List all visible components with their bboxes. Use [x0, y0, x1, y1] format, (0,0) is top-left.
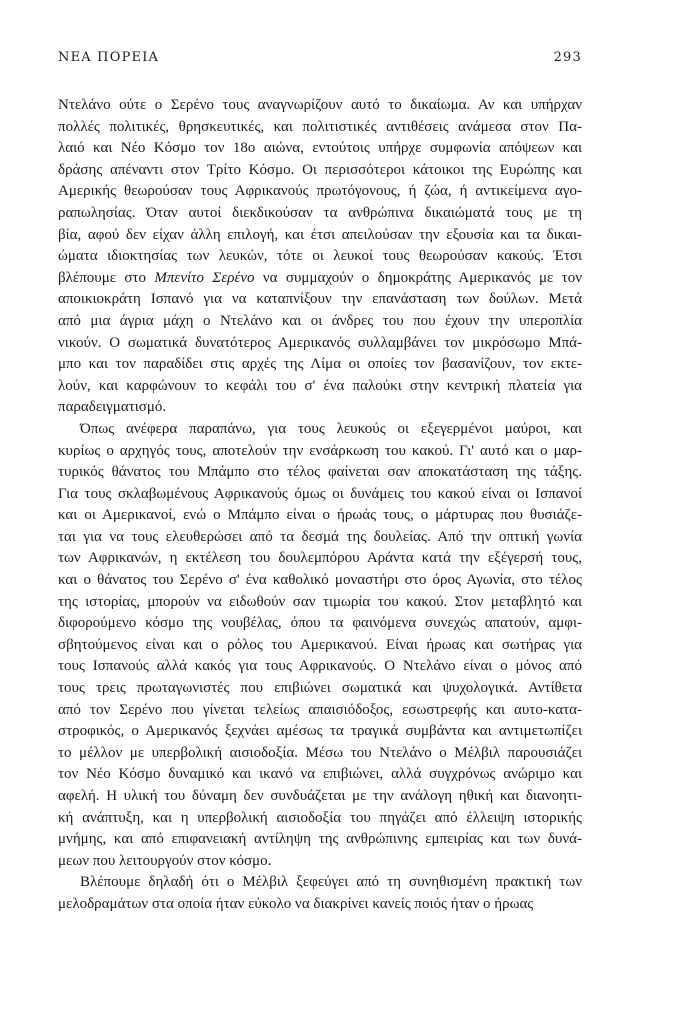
text-line: από μια άγρια μάχη ο Ντελάνο και οι άνδρες του που έχουν την υπεροπλία: [58, 312, 582, 329]
italic-title: Μπενίτο Σερένο: [154, 269, 255, 286]
text-line: της ιστορίας, μπορούν να ειδωθούν σαν τιμωρία του κακού. Στον μεταβλητό και: [58, 593, 582, 610]
text-line: μελοδραμάτων στα οποία ήταν εύκολο να διακρίνει κανείς ποιός ήταν ο ήρωας: [58, 895, 534, 912]
text-line: κή ανάπτυξη, και η υπερβολική αισιοδοξία του πηγάζει από έλλειψη ιστορικής: [58, 809, 582, 826]
running-head: [58, 50, 582, 70]
text-line: κυρίως ο αρχηγός τους, αποτελούν την ενσάρκωση του κακού. Γι' αυτό και ο μαρ-: [58, 442, 582, 459]
text-line: ται για να τους ελευθερώσει από τα δεσμά της δουλείας. Από την οπτική γωνία: [58, 528, 582, 545]
text-line: πολλές πολιτικές, θρησκευτικές, και πολιτιστικές αντιθέσεις ανάμεσα στον Πα-: [58, 118, 582, 135]
text-line: Βλέπουμε δηλαδή ότι ο Μέλβιλ ξεφεύγει από τη συνηθισμένη πρακτική των: [80, 874, 582, 891]
text-line: νικούν. Ο σωματικά δυνατότερος Αμερικανός συλλαμβάνει τον μικρόσωμο Μπά-: [58, 334, 582, 351]
text-line: τον Νέο Κόσμο δυναμικό και ικανό να επιβιώνει, αλλά συγχρόνως ανώριμο και: [58, 766, 582, 783]
text-line: και οι Αμερικανοί, ενώ ο Μπάμπο είναι ο ήρωάς τους, ο μάρτυρας που θυσιάζε-: [58, 507, 582, 524]
running-title: ΝΕΑ ΠΟΡΕΙΑ: [58, 50, 160, 65]
text-line: βία, αφού δεν είχαν άλλη επιλογή, και έτσι απειλούσαν την εξουσία και τα δικαι-: [58, 226, 582, 243]
text-line: τους τρεις πρωταγωνιστές που επιβιώνει σωματικά και ψυχολογικά. Αντίθετα: [58, 680, 582, 697]
text-line: το μέλλον με υπερβολική αισιοδοξία. Μέσω του Ντελάνο ο Μέλβιλ παρουσιάζει: [58, 744, 582, 761]
text-line: λαιό και Νέο Κόσμο τον 18ο αιώνα, εντούτοις υπήρχε συμφωνία απόψεων και: [58, 140, 582, 157]
page-number: 293: [553, 50, 582, 65]
paragraph: [58, 419, 582, 872]
text-line: στροφικός, ο Αμερικανός ξεχνάει αμέσως τα τραγικά συμβάντα και αντιμετωπίζει: [58, 723, 582, 740]
text-line: τους Ισπανούς αλλά κακός για τους Αφρικανούς. Ο Ντελάνο είναι ο μόνος από: [58, 658, 582, 675]
paragraph: [58, 872, 582, 915]
body-text: [58, 95, 582, 916]
text-line: Όπως ανέφερα παραπάνω, για τους λευκούς οι εξεγερμένοι μαύροι, και: [80, 420, 582, 437]
text-line: σβητούμενος είναι και ο ρόλος του Αμερικανού. Είναι ήρωας και σωτήρας για: [58, 636, 582, 653]
text-segment: βλέπουμε στο: [58, 269, 155, 286]
text-line: Αμερικής θεωρούσαν τους Αφρικανούς πρωτόγονους, ή ζώα, ή αντικείμενα αγο-: [58, 183, 582, 200]
text-line: τυρικός θάνατος του Μπάμπο στο τέλος φαίνεται σαν αποκατάσταση της τάξης.: [58, 464, 582, 481]
text-line: [58, 268, 582, 290]
text-line: ώματα ιδιοκτησίας των λευκών, τότε οι λευκοί τους θεωρούσαν κακούς. Έτσι: [58, 248, 582, 265]
text-line: και ο θάνατος του Σερένο σ' ένα καθολικό μοναστήρι στο όρος Αγωνία, στο τέλος: [58, 572, 582, 589]
text-line: Ντελάνο ούτε ο Σερένο τους αναγνωρίζουν αυτό το δικαίωμα. Αν και υπήρχαν: [58, 97, 582, 113]
text-line: δράσης απέναντι στον Τρίτο Κόσμο. Οι περισσότεροι κάτοικοι της Ευρώπης και: [58, 161, 582, 178]
text-line: ραπωλησίας. Όταν αυτοί διεκδικούσαν τα ανθρώπινα δικαιώματά τους με τη: [58, 204, 582, 221]
text-line: αφελή. Η υλική του δύναμη δεν συνδυάζεται με την ανάλογη ηθική και διανοητι-: [58, 788, 582, 804]
text-line: των Αφρικανών, η εκτέλεση του δουλεμπόρου Αράντα κατά την εξέγερσή τους,: [58, 550, 582, 567]
text-line: από τον Σερένο που γίνεται τελείως απαισιόδοξος, εσωστρεφής και αυτο-κατα-: [58, 701, 582, 718]
text-line: αποικιοκράτη Ισπανό για να καταπνίξουν την επανάσταση των δούλων. Μετά: [58, 291, 582, 308]
text-line: μνήμης, και από επιφανειακή αντίληψη της ανθρώπινης εμπειρίας και των δυνά-: [58, 831, 582, 848]
text-line: λούν, και καρφώνουν το κεφάλι του σ' ένα παλούκι στην κεντρική πλατεία για: [58, 377, 582, 394]
text-segment: να συμμαχούν ο δημοκράτης Αμερικανός με τον: [254, 269, 582, 286]
text-line: παραδειγματισμό.: [58, 399, 167, 416]
text-line: διφορούμενο κόσμο της νουβέλας, όπου τα φαινόμενα συνεχώς απατούν, αμφι-: [58, 615, 582, 632]
text-line: μεων που λειτουργούν στον κόσμο.: [58, 852, 272, 869]
paragraph: [58, 95, 582, 419]
text-line: μπο και τον παραδίδει στις αρχές της Λίμα οι οποίες τον βασανίζουν, τον εκτε-: [58, 356, 582, 373]
text-line: Για τους σκλαβωμένους Αφρικανούς όμως οι δυνάμεις του κακού είναι οι Ισπανοί: [58, 485, 582, 502]
